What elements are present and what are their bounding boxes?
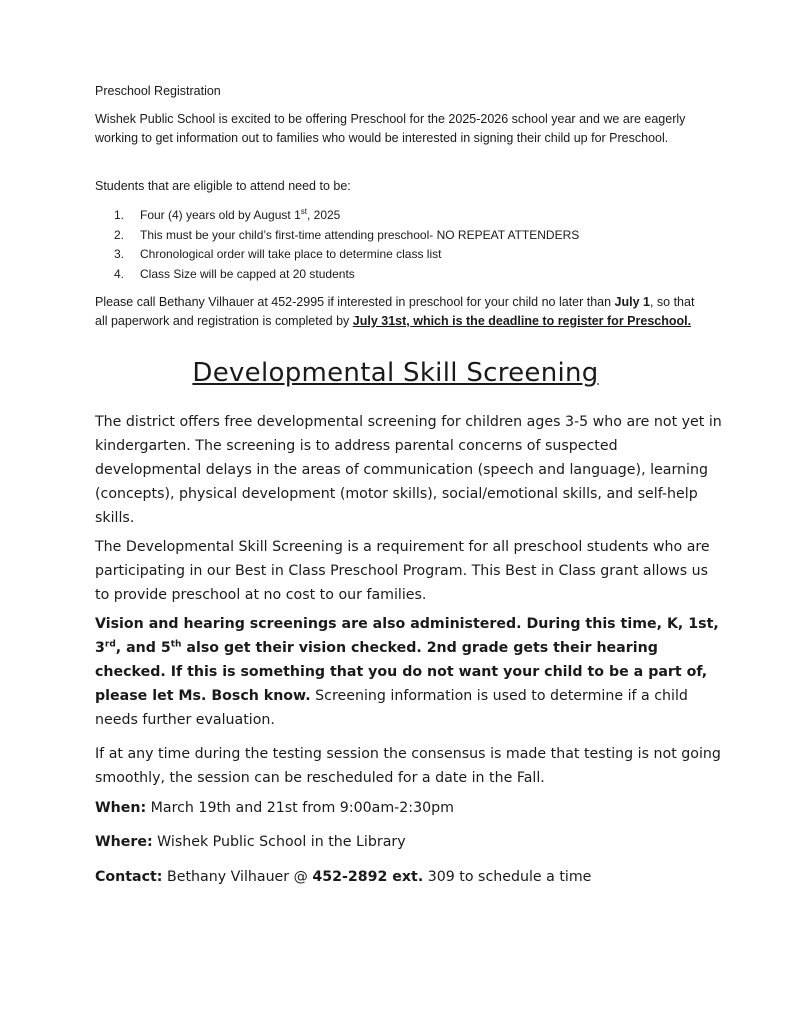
contact-line: Contact: Bethany Vilhauer @ 452-2892 ext. 309 to schedule a time bbox=[95, 869, 592, 885]
eligibility-lead: Students that are eligible to attend need to be: bbox=[95, 179, 351, 193]
registration-intro: Wishek Public School is excited to be offering Preschool for the 2025-2026 school year and we are eagerly working to get information out to families who would be interested in signing their child up for Preschool. bbox=[95, 112, 686, 145]
screening-title: Developmental Skill Screening bbox=[192, 358, 599, 388]
list-item: 3. Chronological order will take place to determine class list bbox=[114, 247, 442, 261]
requirements-list bbox=[114, 206, 694, 284]
screening-paragraph-1: The district offers free developmental screening for children ages 3-5 who are not yet in kindergarten. The screening is to address parental concerns of suspected developmental delays in the areas of communication (speech and language), learning (concepts), physical development (motor skills), social/emotional skills, and self-help skills. bbox=[95, 414, 722, 526]
screening-paragraph-3: Vision and hearing screenings are also administered. During this time, K, 1st, 3rd, and 5th also get their vision checked. 2nd grade gets their hearing checked. If this is something that you do not want your child to be a part of, please let Ms. Bosch know. Screening information is used to determine if a child needs further evaluation. bbox=[95, 616, 719, 728]
where-line: Where: Wishek Public School in the Library bbox=[95, 834, 406, 850]
registration-title: Preschool Registration bbox=[95, 84, 221, 98]
when-line: When: March 19th and 21st from 9:00am-2:30pm bbox=[95, 800, 454, 816]
list-item: 2. This must be your child’s first-time attending preschool- NO REPEAT ATTENDERS bbox=[114, 227, 580, 242]
list-item: 4. Class Size will be capped at 20 students bbox=[114, 266, 355, 281]
registration-deadline: Please call Bethany Vilhauer at 452-2995 if interested in preschool for your child no later than July 1, so that all paperwork and registration is completed by July 31st, which is the deadline to register for Preschool. bbox=[95, 295, 695, 328]
screening-paragraph-2: The Developmental Skill Screening is a requirement for all preschool students who are participating in our Best in Class Preschool Program. This Best in Class grant allows us to provide preschool at no cost to our families. bbox=[95, 539, 710, 603]
list-item: 1. Four (4) years old by August 1st, 2025 bbox=[114, 207, 341, 222]
screening-paragraph-4: If at any time during the testing session the consensus is made that testing is not going smoothly, the session can be rescheduled for a date in the Fall. bbox=[95, 746, 721, 786]
